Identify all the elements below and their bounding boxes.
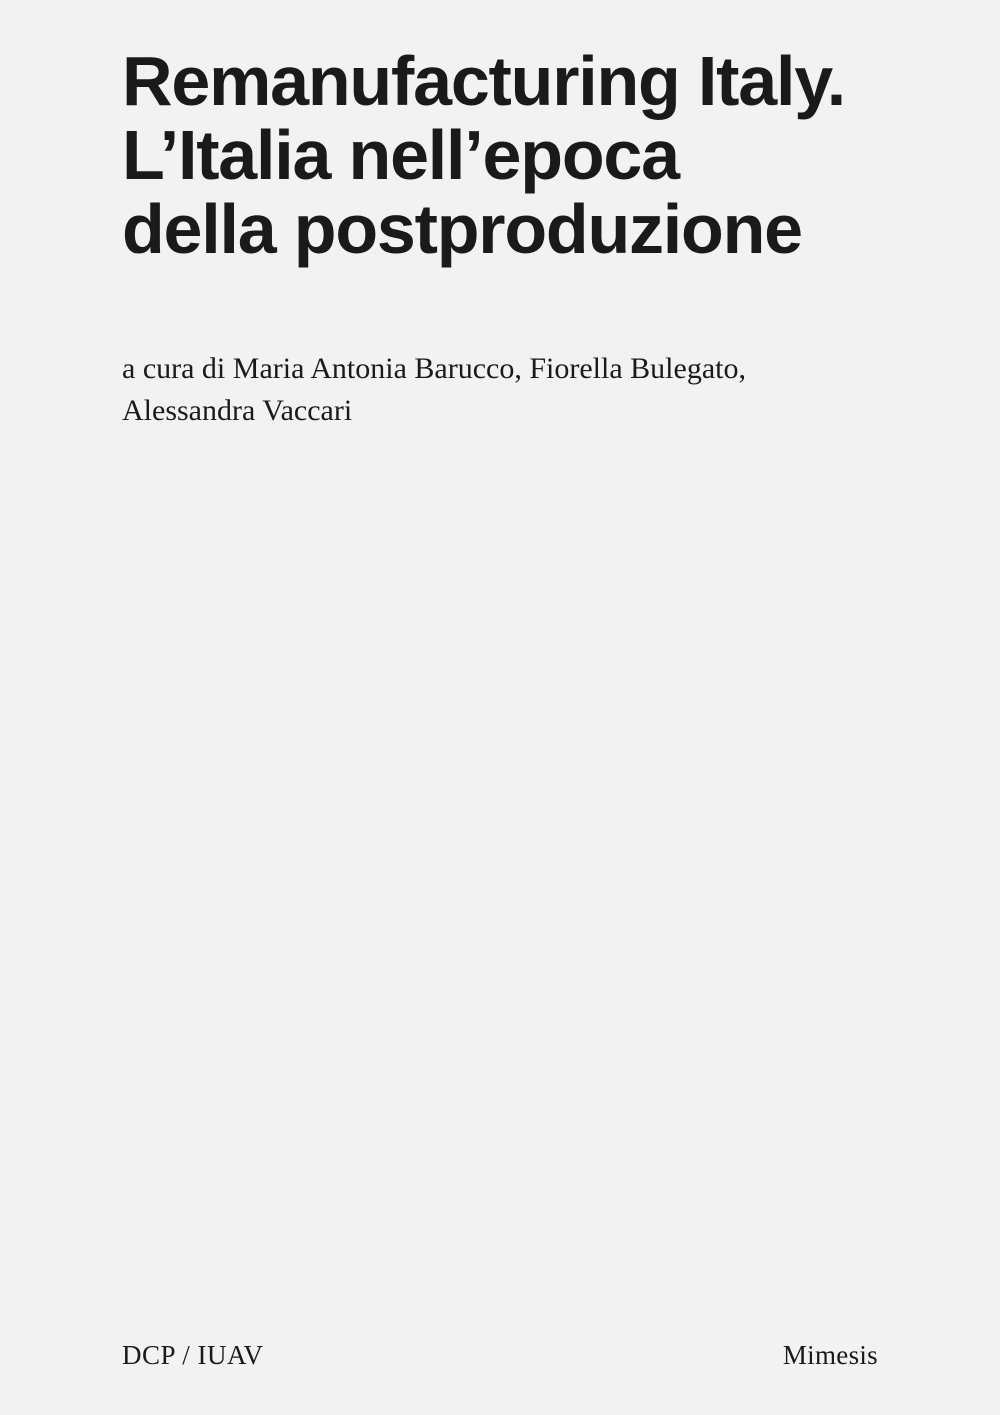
title-line-3: della postproduzione [122, 190, 802, 268]
editors-line-2: Alessandra Vaccari [122, 394, 353, 427]
editors-credit [122, 348, 882, 432]
institution-label: DCP / IUAV [122, 1340, 264, 1370]
page-title [122, 44, 922, 266]
title-line-2: L’Italia nell’epoca [122, 116, 679, 194]
publisher-label: Mimesis [782, 1340, 878, 1370]
cover-footer [122, 1340, 878, 1371]
editors-line-1: a cura di Maria Antonia Barucco, Fiorella Bulegato, [122, 352, 746, 385]
title-line-1: Remanufacturing Italy. [122, 42, 845, 120]
